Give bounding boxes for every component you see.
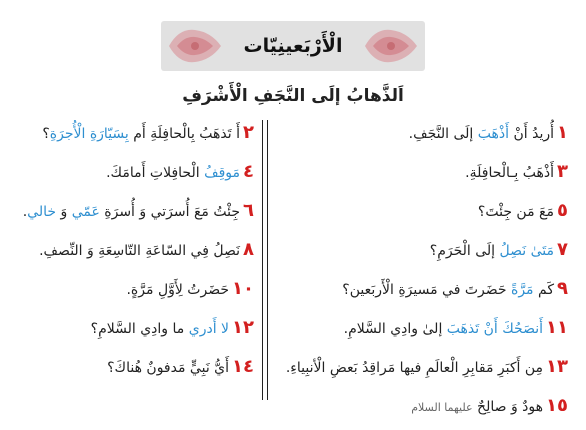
sentence-item: ٦جِئْتُ مَعَ أُسرَتي وَ أُسرَةِ عَمّي وَ خالي. bbox=[22, 200, 254, 221]
page-title: الْأَرْبَعينِيّات bbox=[243, 35, 343, 57]
section-subtitle: اَلذَّهابُ إلَى النَّجَفِ الْأَشْرَفِ bbox=[182, 86, 404, 106]
column-divider bbox=[262, 120, 268, 400]
highlight-text: أَذْهَبَ bbox=[477, 126, 510, 142]
highlight-text: خالي bbox=[27, 204, 57, 220]
sentence-item: ١٣مِن أَكبَرِ مَقابِرِ الْعالَمِ فيها مَراقِدُ بَعضِ الْأنبِياءِ. bbox=[285, 356, 568, 377]
item-number: ١١ bbox=[546, 317, 568, 338]
sentence-item: ١٥هودٌ وَ صالِحٌ عليهما السلام bbox=[411, 395, 568, 416]
sentence-item: ٧مَتَىٰ نَصِلُ إلَى الْحَرَمِ؟ bbox=[429, 239, 568, 260]
highlight-text: أَنصَحُكَ أَنْ تَذهَبَ bbox=[446, 321, 544, 337]
sentence-item: ٨نَصِلُ فِي السّاعَةِ التّاسِعَةِ وَ النِّصفِ. bbox=[39, 239, 254, 260]
highlight-text: مَوقِفُ bbox=[204, 165, 240, 181]
item-number: ١ bbox=[557, 122, 568, 143]
sentence-item: ٤مَوقِفُ الْحافِلاتِ أَمامَكَ. bbox=[106, 161, 254, 182]
item-number: ١٢ bbox=[232, 317, 254, 338]
sentence-item: ٥مَعَ مَن جِئْتَ؟ bbox=[477, 200, 568, 221]
item-number: ١٠ bbox=[232, 278, 254, 299]
highlight-text: لا أَدري bbox=[188, 321, 230, 337]
item-number: ١٥ bbox=[546, 395, 568, 416]
honorific-seal: عليهما السلام bbox=[411, 401, 473, 414]
highlight-text: مَرَّةً bbox=[511, 282, 534, 298]
title-banner bbox=[161, 21, 425, 71]
sentence-item: ١٢لا أَدري ما وادِي السَّلامِ؟ bbox=[90, 317, 254, 338]
sentence-item: ١٤أَيُّ نَبِيٍّ مَدفونٌ هُناكَ؟ bbox=[107, 356, 254, 377]
item-number: ٢ bbox=[243, 122, 254, 143]
item-number: ١٤ bbox=[232, 356, 254, 377]
highlight-text: بِسَيّارَةِ الْأُجرَةِ bbox=[49, 126, 129, 142]
item-number: ٤ bbox=[243, 161, 254, 182]
item-number: ٦ bbox=[243, 200, 254, 221]
sentence-item: ٩كَم مَرَّةً حَضَرتَ في مَسيرَةِ الْأَربَعين؟ bbox=[342, 278, 568, 299]
sentence-item: ٣أَذْهَبُ بِـالْحافِلَةِ. bbox=[465, 161, 568, 182]
sentence-item: ١١أَنصَحُكَ أَنْ تَذهَبَ إلىٰ وادِي السَّلامِ. bbox=[343, 317, 568, 338]
sentence-item: ١أُريدُ أَنْ أَذْهَبَ إلَى النَّجَفِ. bbox=[408, 122, 568, 143]
item-number: ١٣ bbox=[546, 356, 568, 377]
sentence-item: ٢أَ تَذهَبُ بِالْحافِلَةِ أَم بِسَيّارَةِ الْأُجرَةِ؟ bbox=[42, 122, 254, 143]
item-number: ٣ bbox=[557, 161, 568, 182]
item-number: ٨ bbox=[243, 239, 254, 260]
item-number: ٧ bbox=[557, 239, 568, 260]
sentence-item: ١٠حَضَرتُ لِأَوَّلِ مَرَّةٍ. bbox=[126, 278, 254, 299]
highlight-text: عَمّي bbox=[71, 204, 100, 220]
item-number: ٥ bbox=[557, 200, 568, 221]
highlight-text: مَتَىٰ نَصِلُ bbox=[499, 243, 554, 259]
item-number: ٩ bbox=[557, 278, 568, 299]
